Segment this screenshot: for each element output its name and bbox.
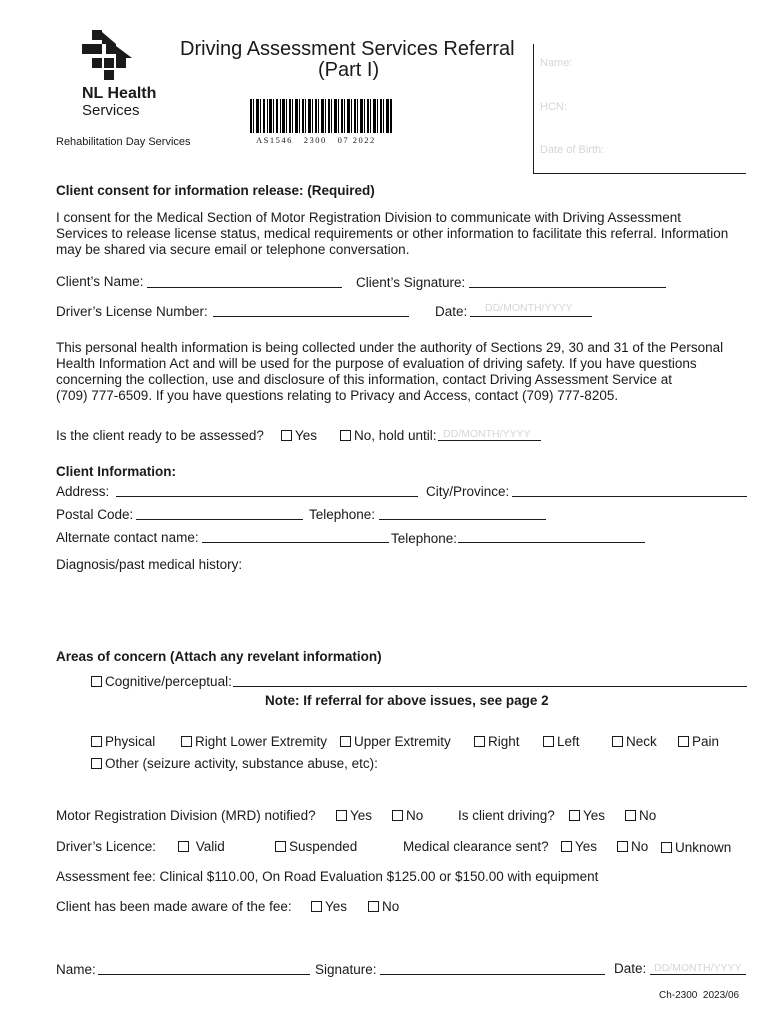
consent-text-line: may be shared via secure email or telephone conversation. (56, 242, 410, 257)
licence-label: Driver’s Licence: (56, 839, 157, 854)
mrd-yes-option[interactable] (336, 808, 372, 823)
client-signature-field[interactable] (469, 287, 666, 288)
mrd-yes-checkbox[interactable] (336, 810, 347, 821)
license-number-label: Driver’s License Number: (56, 304, 208, 319)
nl-health-logo-icon (80, 28, 136, 84)
alternate-telephone-label: Telephone: (391, 531, 458, 546)
mrd-no-checkbox[interactable] (392, 810, 403, 821)
fee-no-option[interactable] (368, 899, 399, 914)
postal-code-label: Postal Code: (56, 507, 134, 522)
privacy-statement-line: concerning the collection, use and disclosure of this information, contact Driving Assessment Service at (56, 372, 673, 387)
concern-neck[interactable] (612, 734, 657, 749)
fee-no-checkbox[interactable] (368, 901, 379, 912)
address-label: Address: (56, 484, 110, 499)
upper-extremity-label: Upper Extremity (354, 734, 451, 749)
driving-question: Is client driving? (458, 808, 555, 823)
clearance-question: Medical clearance sent? (403, 839, 549, 854)
right-label: Right (488, 734, 520, 749)
alternate-contact-label: Alternate contact name: (56, 530, 199, 545)
clearance-yes-option[interactable] (561, 839, 597, 854)
pain-label: Pain (692, 734, 720, 749)
diagnosis-label: Diagnosis/past medical history: (56, 557, 243, 572)
fee-yes-option[interactable] (311, 899, 347, 914)
consent-date-field[interactable] (470, 316, 592, 317)
form-subtitle: (Part I) (318, 59, 380, 81)
barcode-icon (250, 99, 393, 133)
ready-no-checkbox[interactable] (340, 430, 351, 441)
fee-aware-question: Client has been made aware of the fee: (56, 899, 292, 914)
left-label: Left (557, 734, 580, 749)
address-field[interactable] (116, 496, 418, 497)
licence-valid-label: Valid (195, 839, 225, 854)
clearance-no-checkbox[interactable] (617, 841, 628, 852)
privacy-statement-line: (709) 777-6509. If you have questions relating to Privacy and Access, contact (709) 777-8205. (56, 388, 619, 403)
concern-physical[interactable] (91, 734, 155, 749)
cognitive-field[interactable] (233, 686, 747, 687)
neck-label: Neck (626, 734, 657, 749)
hold-until-field[interactable] (438, 440, 541, 441)
client-name-field[interactable] (147, 287, 342, 288)
mrd-no-label: No (406, 808, 424, 823)
client-name-label: Client’s Name: (56, 274, 144, 289)
referrer-date-field[interactable] (650, 974, 746, 975)
clearance-unknown-checkbox[interactable] (661, 842, 672, 853)
driving-yes-label: Yes (583, 808, 606, 823)
concern-left[interactable] (543, 734, 580, 749)
patient-dob-label: Date of Birth: (540, 144, 605, 156)
licence-valid-option[interactable] (178, 839, 225, 854)
neck-checkbox[interactable] (612, 736, 623, 747)
clearance-unknown-option[interactable] (661, 840, 731, 855)
telephone-field[interactable] (379, 519, 546, 520)
referral-note: Note: If referral for above issues, see page 2 (265, 693, 549, 708)
postal-code-field[interactable] (136, 519, 303, 520)
patient-hcn-label: HCN: (540, 101, 567, 113)
cognitive-checkbox[interactable] (91, 676, 102, 687)
physical-label: Physical (105, 734, 156, 749)
driving-yes-checkbox[interactable] (569, 810, 580, 821)
consent-heading: Client consent for information release: (Required) (56, 183, 375, 198)
clearance-yes-label: Yes (575, 839, 598, 854)
ready-yes-label: Yes (295, 428, 318, 443)
form-title: Driving Assessment Services Referral (180, 38, 515, 60)
concern-other[interactable] (91, 756, 378, 771)
ready-yes-checkbox[interactable] (281, 430, 292, 441)
city-province-label: City/Province: (426, 484, 510, 499)
driving-no-option[interactable] (625, 808, 656, 823)
diagnosis-area[interactable] (56, 575, 746, 640)
referrer-name-label: Name: (56, 962, 96, 977)
concerns-heading: Areas of concern (Attach any revelant information) (56, 649, 382, 664)
referrer-name-field[interactable] (98, 974, 310, 975)
client-signature-label: Client’s Signature: (356, 275, 466, 290)
fee-yes-checkbox[interactable] (311, 901, 322, 912)
concern-upper-extremity[interactable] (340, 734, 451, 749)
clearance-yes-checkbox[interactable] (561, 841, 572, 852)
licence-suspended-label: Suspended (289, 839, 358, 854)
consent-date-label: Date: (435, 304, 468, 319)
other-label: Other (seizure activity, substance abuse, etc): (105, 756, 378, 771)
privacy-statement-line: Health Information Act and will be used for the purpose of evaluation of driving safety. If you have questions (56, 356, 697, 371)
right-lower-extremity-checkbox[interactable] (181, 736, 192, 747)
ready-no-label: No, hold until: (354, 428, 437, 443)
referrer-date-label: Date: (614, 961, 647, 976)
org-name-line-2: Services (82, 102, 140, 119)
telephone-label: Telephone: (309, 507, 376, 522)
ready-yes-option[interactable] (281, 428, 317, 443)
patient-name-label: Name: (540, 57, 573, 69)
alternate-telephone-field[interactable] (458, 542, 645, 543)
driving-no-label: No (639, 808, 657, 823)
concern-right[interactable] (474, 734, 520, 749)
assessment-fee-text: Assessment fee: Clinical $110.00, On Road Evaluation $125.00 or $150.00 with equipment (56, 869, 599, 884)
right-checkbox[interactable] (474, 736, 485, 747)
physical-checkbox[interactable] (91, 736, 102, 747)
clearance-unknown-label: Unknown (675, 840, 732, 855)
ready-no-option[interactable] (340, 428, 437, 443)
alternate-contact-field[interactable] (202, 542, 389, 543)
pain-checkbox[interactable] (678, 736, 689, 747)
org-name: NL Health (82, 85, 157, 102)
cognitive-label: Cognitive/perceptual: (105, 674, 232, 689)
licence-suspended-option[interactable] (275, 839, 357, 854)
consent-text-line: Services to release license status, medical requirements or other information to facilitate this referral. Information (56, 226, 729, 241)
concern-pain[interactable] (678, 734, 719, 749)
licence-valid-checkbox[interactable] (178, 841, 189, 852)
licence-suspended-checkbox[interactable] (275, 841, 286, 852)
driving-yes-option[interactable] (569, 808, 605, 823)
consent-date-placeholder: DD/MONTH/YYYY (485, 302, 573, 314)
client-info-heading: Client Information: (56, 464, 176, 479)
right-lower-extremity-label: Right Lower Extremity (195, 734, 328, 749)
fee-no-label: No (382, 899, 400, 914)
cognitive-option[interactable] (91, 674, 232, 689)
form-code: Ch-2300 2023/06 (659, 990, 740, 1001)
ready-question: Is the client ready to be assessed? (56, 428, 264, 443)
referrer-signature-label: Signature: (315, 962, 377, 977)
other-checkbox[interactable] (91, 758, 102, 769)
upper-extremity-checkbox[interactable] (340, 736, 351, 747)
city-province-field[interactable] (512, 496, 747, 497)
consent-text-line: I consent for the Medical Section of Motor Registration Division to communicate with Driving Assessment (56, 210, 682, 225)
mrd-no-option[interactable] (392, 808, 423, 823)
driving-no-checkbox[interactable] (625, 810, 636, 821)
fee-yes-label: Yes (325, 899, 348, 914)
privacy-statement-line: This personal health information is being collected under the authority of Sections 29, 30 and 31 of the Personal (56, 340, 724, 355)
concern-right-lower-extremity[interactable] (181, 734, 327, 749)
mrd-yes-label: Yes (350, 808, 373, 823)
referrer-signature-field[interactable] (380, 974, 605, 975)
left-checkbox[interactable] (543, 736, 554, 747)
referrer-date-placeholder: DD/MONTH/YYYY (654, 962, 742, 974)
hold-until-placeholder: DD/MONTH/YYYY (443, 428, 531, 440)
mrd-question: Motor Registration Division (MRD) notified? (56, 808, 316, 823)
clearance-no-label: No (631, 839, 649, 854)
barcode-text: AS1546 2300 07 2022 (256, 135, 376, 145)
department-name: Rehabilitation Day Services (56, 136, 191, 148)
license-number-field[interactable] (213, 316, 409, 317)
clearance-no-option[interactable] (617, 839, 648, 854)
